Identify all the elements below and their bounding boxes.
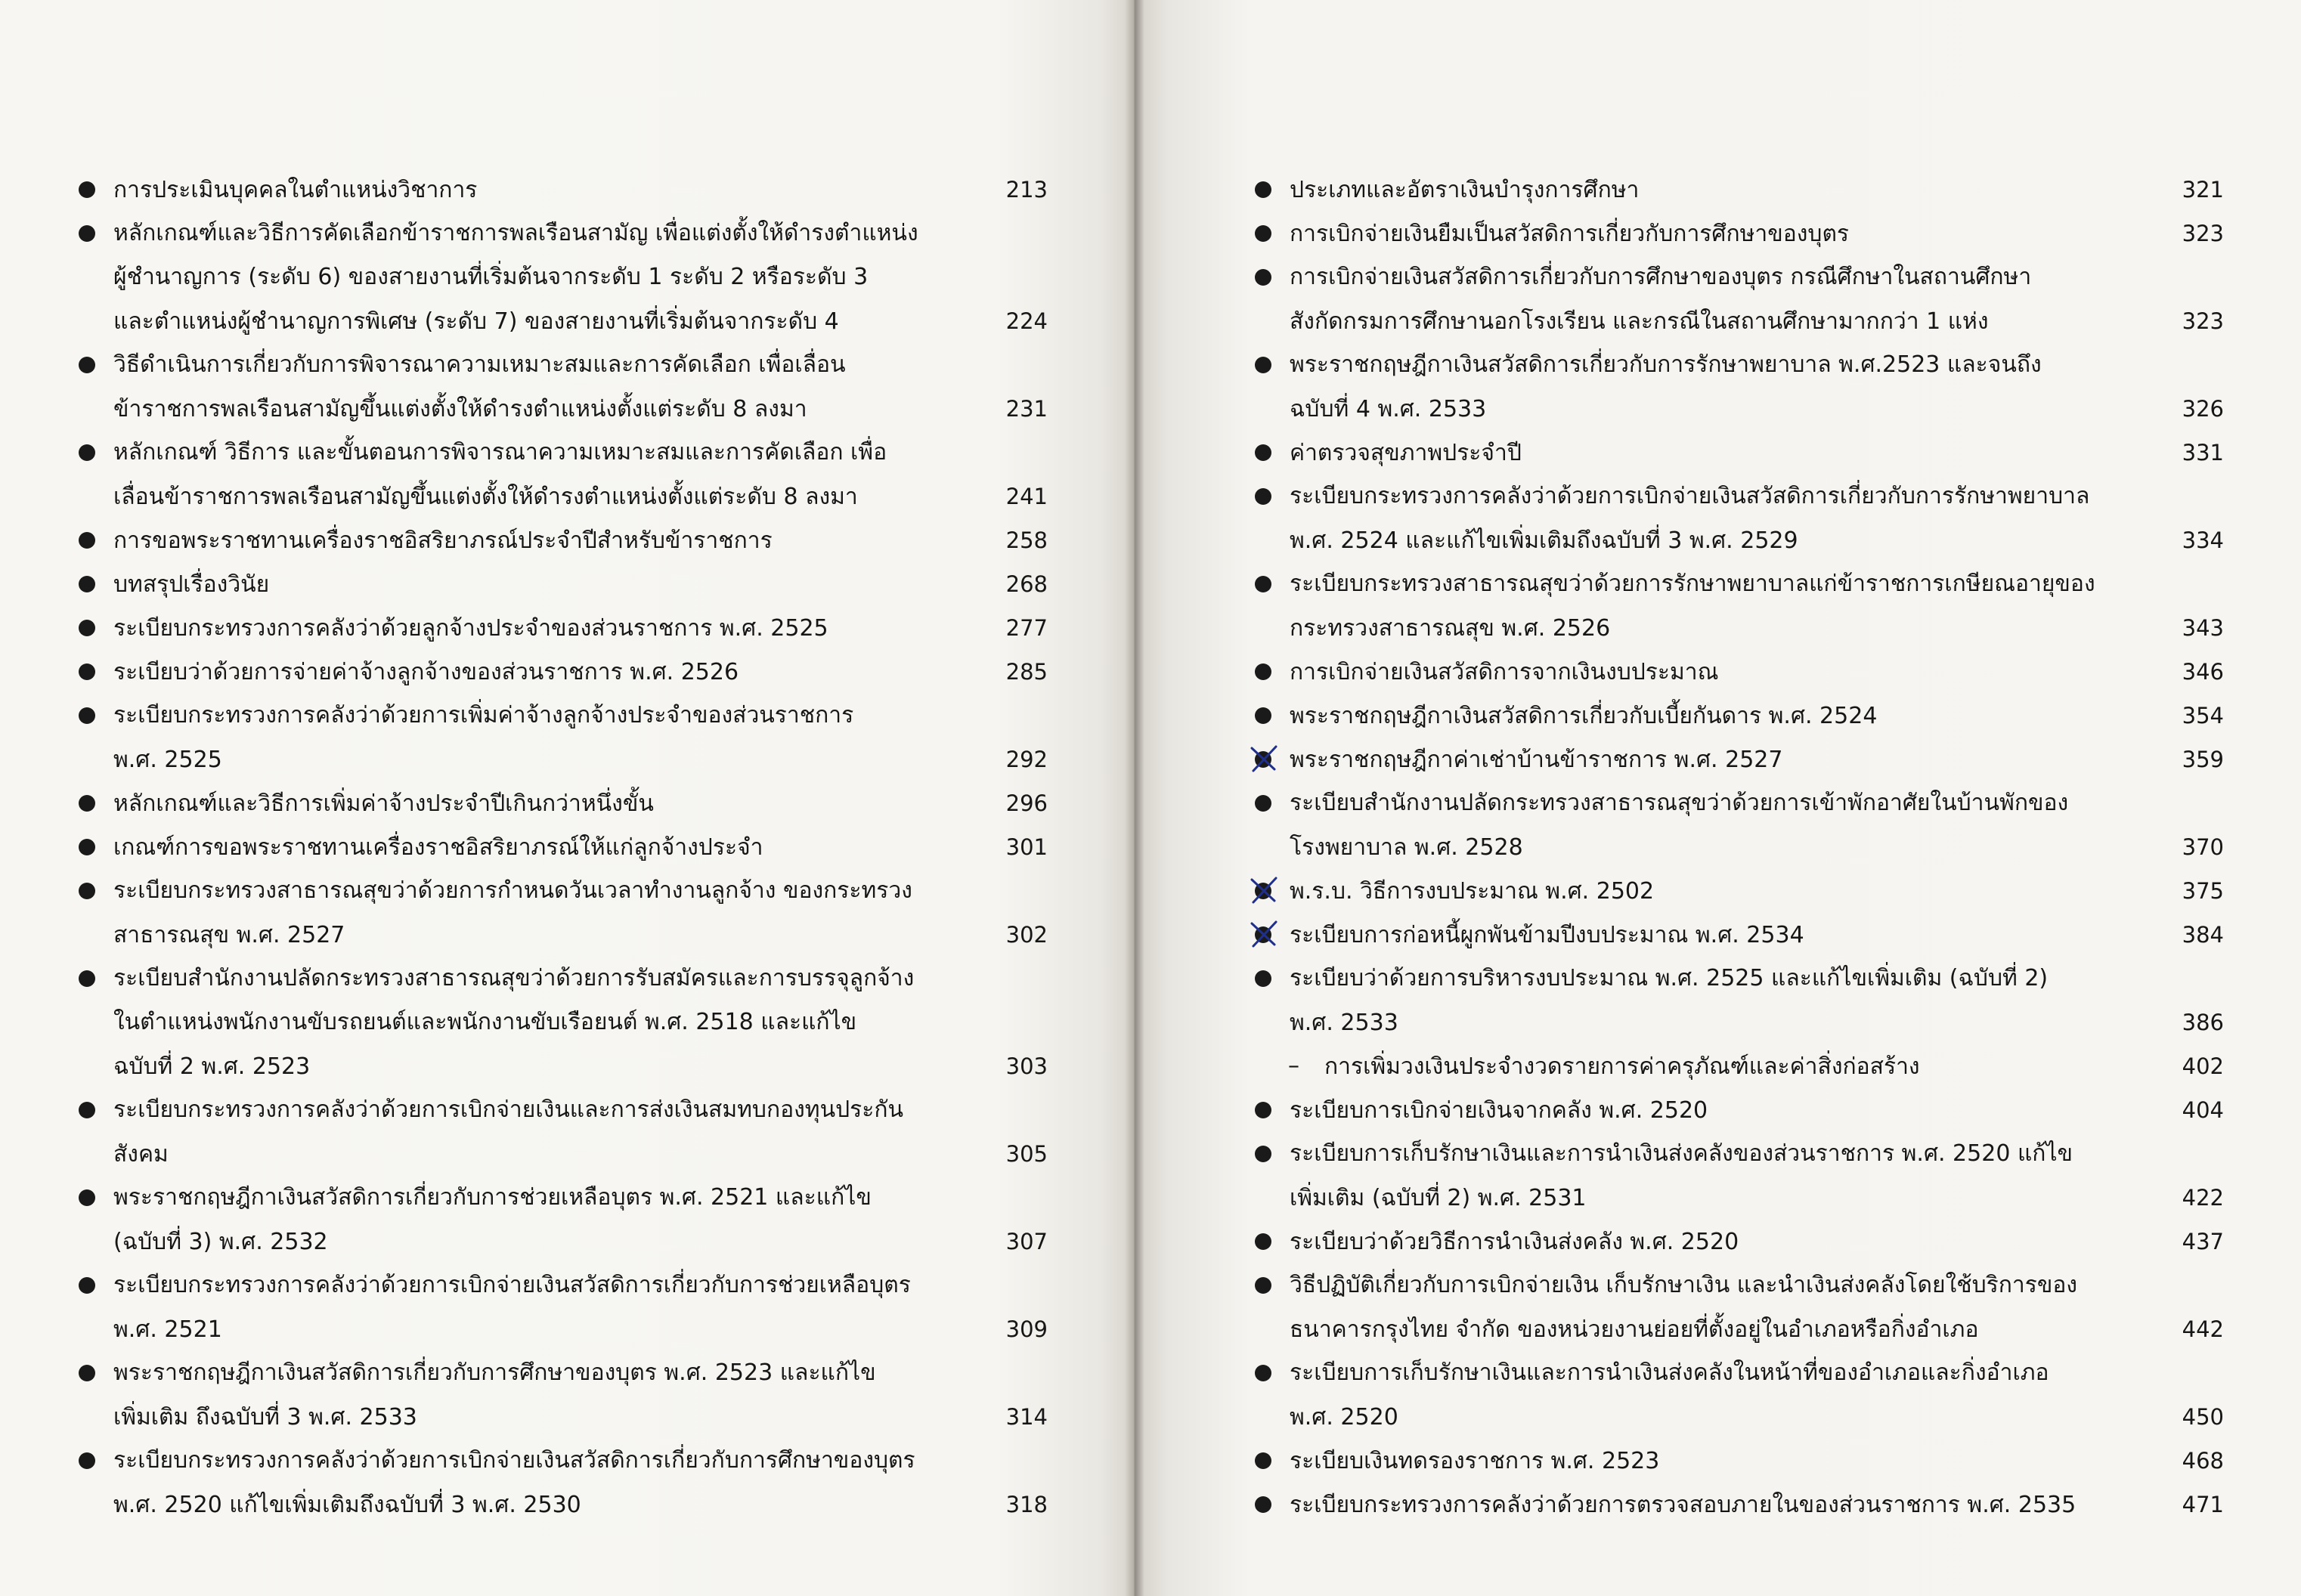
toc-entry-title: ระเบียบกระทรวงการคลังว่าด้วยการตรวจสอบภายในของส่วนราชการ พ.ศ. 2535 <box>1290 1492 2076 1518</box>
page-number: 307 <box>1005 1229 1048 1254</box>
toc-entry-title: พ.ศ. 2520 แก้ไขเพิ่มเติมถึงฉบับที่ 3 พ.ศ. 2530 <box>113 1492 581 1518</box>
bullet-icon <box>1255 707 1271 724</box>
toc-entry-line <box>113 1483 1048 1526</box>
toc-entry-title: เกณฑ์การขอพระราชทานเครื่องราชอิสริยาภรณ์ให้แก่ลูกจ้างประจำ <box>113 834 763 861</box>
toc-entry-title: กระทรวงสาธารณสุข พ.ศ. 2526 <box>1290 615 1611 642</box>
bullet-icon <box>1255 1102 1271 1118</box>
toc-entry <box>1249 650 2224 694</box>
toc-entry-title: การประเมินบุคคลในตำแหน่งวิชาการ <box>113 177 478 203</box>
toc-entry-line <box>113 1439 1048 1483</box>
page-number: 285 <box>1005 659 1048 685</box>
bullet-icon <box>79 620 95 636</box>
bullet-icon <box>79 883 95 899</box>
toc-entry-line <box>113 1395 1048 1439</box>
toc-entry-title: และตำแหน่งผู้ชำนาญการพิเศษ (ระดับ 7) ของสายงานที่เริ่มต้นจากระดับ 4 <box>113 308 839 335</box>
bullet-icon <box>79 444 95 461</box>
toc-entry <box>73 1264 1048 1351</box>
toc-entry-line <box>113 1307 1048 1351</box>
toc-entry-title: ระเบียบการเก็บรักษาเงินและการนำเงินส่งคลังของส่วนราชการ พ.ศ. 2520 แก้ไข <box>1290 1140 2073 1167</box>
toc-entry-title: ระเบียบสำนักงานปลัดกระทรวงสาธารณสุขว่าด้วยการรับสมัครและการบรรจุลูกจ้าง <box>113 965 915 991</box>
toc-entry-title: ในตำแหน่งพนักงานขับรถยนต์และพนักงานขับเรือยนต์ พ.ศ. 2518 และแก้ไข <box>113 1009 857 1035</box>
toc-entry-line <box>1290 1483 2224 1526</box>
toc-entry-title: หลักเกณฑ์และวิธีการเพิ่มค่าจ้างประจำปีเกินกว่าหนึ่งขั้น <box>113 790 654 817</box>
toc-entry-line <box>113 1132 1048 1176</box>
page-number: 309 <box>1005 1316 1048 1342</box>
toc-entry-line <box>113 168 1048 212</box>
bullet-icon <box>1255 1146 1271 1162</box>
toc-entry <box>1249 562 2224 650</box>
toc-entry-title: ค่าตรวจสุขภาพประจำปี <box>1290 440 1522 466</box>
toc-entry-title: วิธีดำเนินการเกี่ยวกับการพิจารณาความเหมาะสมและการคัดเลือก เพื่อเลื่อน <box>113 351 846 378</box>
toc-entry-title: สังคม <box>113 1141 169 1168</box>
toc-entry <box>1249 738 2224 781</box>
bullet-icon <box>79 181 95 198</box>
toc-entry-title: เพิ่มเติม ถึงฉบับที่ 3 พ.ศ. 2533 <box>113 1404 417 1431</box>
toc-entry-title: เลื่อนข้าราชการพลเรือนสามัญขึ้นแต่งตั้งให้ดำรงตำแหน่งตั้งแต่ระดับ 8 ลงมา <box>113 484 858 510</box>
toc-entry-title: ระเบียบกระทรวงสาธารณสุขว่าด้วยการกำหนดวันเวลาทำงานลูกจ้าง ของกระทรวง <box>113 877 912 904</box>
toc-entry-line <box>1290 431 2224 475</box>
toc-entry <box>1249 1220 2224 1264</box>
toc-entry-title: การเพิ่มวงเงินประจำงวดรายการค่าครุภัณฑ์และค่าสิ่งก่อสร้าง <box>1324 1053 1920 1080</box>
toc-entry-title: ระเบียบเงินทดรองราชการ พ.ศ. 2523 <box>1290 1448 1660 1474</box>
toc-entry-line <box>1290 387 2224 431</box>
page-number: 370 <box>2182 834 2224 860</box>
toc-entry <box>1249 1439 2224 1483</box>
toc-entry-title: ข้าราชการพลเรือนสามัญขึ้นแต่งตั้งให้ดำรงตำแหน่งตั้งแต่ระดับ 8 ลงมา <box>113 396 807 422</box>
pen-check-mark-icon <box>1249 919 1279 949</box>
toc-entry-title: ระเบียบกระทรวงการคลังว่าด้วยการเบิกจ่ายเงินและการส่งเงินสมทบกองทุนประกัน <box>113 1096 904 1123</box>
toc-entry <box>1249 1044 2224 1088</box>
book-gutter <box>1125 0 1144 1596</box>
toc-entry-line <box>113 562 1048 606</box>
page-number: 422 <box>2182 1185 2224 1211</box>
page-number: 437 <box>2182 1229 2224 1254</box>
toc-entry <box>73 650 1048 694</box>
toc-entry-line <box>113 255 1048 299</box>
toc-entry-title: พระราชกฤษฎีกาเงินสวัสดิการเกี่ยวกับการรักษาพยาบาล พ.ศ.2523 และจนถึง <box>1290 351 2042 378</box>
bullet-icon <box>1255 1233 1271 1250</box>
toc-entry-title: ระเบียบกระทรวงการคลังว่าด้วยการเบิกจ่ายเงินสวัสดิการเกี่ยวกับการศึกษาของบุตร <box>113 1447 915 1474</box>
toc-entry <box>1249 431 2224 475</box>
toc-entry-title: พ.ศ. 2521 <box>113 1316 222 1343</box>
bullet-icon <box>1255 357 1271 373</box>
toc-entry-line <box>1290 606 2224 650</box>
toc-entry-line <box>113 606 1048 650</box>
toc-entry-title: การเบิกจ่ายเงินสวัสดิการเกี่ยวกับการศึกษาของบุตร กรณีศึกษาในสถานศึกษา <box>1290 264 2032 290</box>
dash-bullet: – <box>1288 1053 1299 1079</box>
toc-entry-title: ระเบียบว่าด้วยวิธีการนำเงินส่งคลัง พ.ศ. 2520 <box>1290 1229 1739 1255</box>
bullet-icon <box>79 839 95 855</box>
toc-entry <box>73 168 1048 212</box>
toc-entry-line <box>1290 1132 2224 1176</box>
bullet-icon <box>1255 1277 1271 1294</box>
toc-entry <box>73 1088 1048 1176</box>
toc-entry-line <box>113 212 1048 255</box>
toc-entry-line <box>113 738 1048 781</box>
bullet-icon <box>79 1365 95 1381</box>
toc-entry <box>73 957 1048 1088</box>
toc-entry-line <box>1290 1395 2224 1439</box>
toc-entry-title: (ฉบับที่ 3) พ.ศ. 2532 <box>113 1229 328 1255</box>
toc-entry-line <box>1290 1351 2224 1395</box>
toc-entry-line <box>1290 1088 2224 1132</box>
right-toc-list <box>1249 168 2224 1526</box>
toc-entry-title: ระเบียบกระทรวงการคลังว่าด้วยลูกจ้างประจำของส่วนราชการ พ.ศ. 2525 <box>113 615 828 642</box>
page-number: 231 <box>1005 396 1048 422</box>
toc-entry-line <box>113 1220 1048 1264</box>
page-number: 277 <box>1005 615 1048 641</box>
bullet-icon <box>1255 1452 1271 1469</box>
toc-entry <box>73 1176 1048 1264</box>
toc-entry-line <box>1290 1220 2224 1264</box>
toc-entry-line <box>1290 1439 2224 1483</box>
toc-entry-line <box>1290 299 2224 343</box>
toc-entry-line <box>113 694 1048 738</box>
toc-entry-line <box>1290 1307 2224 1351</box>
page-number: 321 <box>2182 177 2224 203</box>
toc-entry-line <box>1290 518 2224 562</box>
page-number: 442 <box>2182 1316 2224 1342</box>
toc-entry-line <box>1290 913 2224 957</box>
toc-entry-title: ฉบับที่ 4 พ.ศ. 2533 <box>1290 396 1487 422</box>
toc-entry <box>1249 212 2224 255</box>
toc-entry <box>1249 781 2224 869</box>
bullet-icon <box>79 1102 95 1118</box>
bullet-icon <box>1255 795 1271 812</box>
bullet-icon <box>79 1277 95 1294</box>
toc-entry-line <box>113 957 1048 1001</box>
toc-entry <box>73 431 1048 518</box>
toc-entry-title: สาธารณสุข พ.ศ. 2527 <box>113 922 345 948</box>
page-number: 326 <box>2182 396 2224 422</box>
bullet-icon <box>79 1189 95 1206</box>
bullet-icon <box>1255 488 1271 505</box>
toc-entry-title: ระเบียบกระทรวงการคลังว่าด้วยการเบิกจ่ายเงินสวัสดิการเกี่ยวกับการช่วยเหลือบุตร <box>113 1272 911 1298</box>
toc-entry-title: การเบิกจ่ายเงินสวัสดิการจากเงินงบประมาณ <box>1290 659 1719 685</box>
toc-entry-line <box>1290 1176 2224 1220</box>
page-number: 314 <box>1005 1404 1048 1430</box>
toc-entry <box>1249 694 2224 738</box>
toc-entry-title: ระเบียบการก่อหนี้ผูกพันข้ามปีงบประมาณ พ.ศ. 2534 <box>1290 922 1804 948</box>
toc-entry-title: ฉบับที่ 2 พ.ศ. 2523 <box>113 1053 311 1080</box>
toc-entry-line <box>113 518 1048 562</box>
toc-entry-title: พ.ศ. 2520 <box>1290 1404 1398 1431</box>
toc-entry-line <box>1290 475 2224 518</box>
bullet-icon <box>79 795 95 812</box>
page-number: 331 <box>2182 440 2224 466</box>
toc-entry <box>73 1351 1048 1439</box>
toc-entry <box>1249 343 2224 431</box>
bullet-icon <box>1255 970 1271 987</box>
toc-entry-line <box>113 1001 1048 1044</box>
toc-entry <box>1249 913 2224 957</box>
bullet-icon <box>1255 225 1271 242</box>
page-number: 301 <box>1005 834 1048 860</box>
toc-entry-line <box>113 1176 1048 1220</box>
page-number: 305 <box>1005 1141 1048 1167</box>
toc-entry-title: ระเบียบกระทรวงสาธารณสุขว่าด้วยการรักษาพยาบาลแก่ข้าราชการเกษียณอายุของ <box>1290 571 2095 597</box>
toc-entry-line <box>1290 694 2224 738</box>
toc-entry-title: พ.ศ. 2533 <box>1290 1010 1398 1036</box>
bullet-icon <box>79 663 95 680</box>
toc-entry <box>73 212 1048 343</box>
toc-entry-title: ระเบียบว่าด้วยการบริหารงบประมาณ พ.ศ. 2525 และแก้ไขเพิ่มเติม (ฉบับที่ 2) <box>1290 965 2049 991</box>
toc-entry-title: การเบิกจ่ายเงินยืมเป็นสวัสดิการเกี่ยวกับการศึกษาของบุตร <box>1290 221 1850 247</box>
bullet-icon <box>79 357 95 373</box>
page-number: 258 <box>1005 527 1048 553</box>
toc-entry-line <box>1290 562 2224 606</box>
bullet-icon <box>79 707 95 724</box>
bullet-icon <box>1255 269 1271 286</box>
toc-entry-title: ผู้ชำนาญการ (ระดับ 6) ของสายงานที่เริ่มต้นจากระดับ 1 ระดับ 2 หรือระดับ 3 <box>113 264 869 290</box>
toc-entry-line <box>113 1044 1048 1088</box>
toc-entry-line <box>1290 168 2224 212</box>
toc-entry-line <box>1290 212 2224 255</box>
page-number: 471 <box>2182 1492 2224 1517</box>
page-number: 450 <box>2182 1404 2224 1430</box>
bullet-icon <box>79 225 95 242</box>
page-number: 334 <box>2182 527 2224 553</box>
toc-entry <box>73 825 1048 869</box>
toc-entry <box>1249 1132 2224 1220</box>
page-number: 241 <box>1005 484 1048 509</box>
page-number: 318 <box>1005 1492 1048 1517</box>
toc-entry-title: ระเบียบกระทรวงการคลังว่าด้วยการเพิ่มค่าจ้างลูกจ้างประจำของส่วนราชการ <box>113 702 854 728</box>
toc-entry-line <box>113 431 1048 475</box>
page-number: 375 <box>2182 878 2224 904</box>
toc-entry <box>1249 168 2224 212</box>
bullet-icon <box>1255 181 1271 198</box>
toc-entry-line <box>1290 343 2224 387</box>
toc-entry-title: ระเบียบสำนักงานปลัดกระทรวงสาธารณสุขว่าด้วยการเข้าพักอาศัยในบ้านพักของ <box>1290 790 2069 816</box>
toc-entry-line <box>113 299 1048 343</box>
toc-entry-title: เพิ่มเติม (ฉบับที่ 2) พ.ศ. 2531 <box>1290 1185 1587 1211</box>
page-number: 323 <box>2182 308 2224 334</box>
page-number: 303 <box>1005 1053 1048 1079</box>
toc-entry-title: พระราชกฤษฎีกาเงินสวัสดิการเกี่ยวกับการช่วยเหลือบุตร พ.ศ. 2521 และแก้ไข <box>113 1184 872 1211</box>
left-toc-list <box>73 168 1048 1526</box>
toc-entry-line <box>1290 1264 2224 1307</box>
toc-entry <box>1249 1088 2224 1132</box>
bullet-icon <box>79 576 95 592</box>
toc-entry-line <box>113 650 1048 694</box>
toc-entry-line <box>113 1351 1048 1395</box>
toc-entry <box>73 518 1048 562</box>
page-number: 296 <box>1005 790 1048 816</box>
toc-entry-title: พระราชกฤษฎีกาเงินสวัสดิการเกี่ยวกับเบี้ยกันดาร พ.ศ. 2524 <box>1290 703 1878 729</box>
page-number: 346 <box>2182 659 2224 685</box>
toc-entry-line <box>113 343 1048 387</box>
toc-entry-title: ระเบียบการเบิกจ่ายเงินจากคลัง พ.ศ. 2520 <box>1290 1097 1708 1124</box>
toc-entry-title: พ.ศ. 2524 และแก้ไขเพิ่มเติมถึงฉบับที่ 3 พ.ศ. 2529 <box>1290 527 1798 554</box>
toc-entry-title: โรงพยาบาล พ.ศ. 2528 <box>1290 834 1523 861</box>
toc-entry-line <box>1290 650 2224 694</box>
toc-entry-title: ธนาคารกรุงไทย จำกัด ของหน่วยงานย่อยที่ตั้งอยู่ในอำเภอหรือกิ่งอำเภอ <box>1290 1316 1979 1343</box>
toc-entry <box>1249 1351 2224 1439</box>
toc-entry-title: การขอพระราชทานเครื่องราชอิสริยาภรณ์ประจำปีสำหรับข้าราชการ <box>113 527 773 554</box>
page-number: 224 <box>1005 308 1048 334</box>
bullet-icon <box>1255 1365 1271 1381</box>
bullet-icon <box>1255 576 1271 592</box>
bullet-icon <box>79 532 95 549</box>
toc-entry-line <box>1290 738 2224 781</box>
toc-entry-title: หลักเกณฑ์และวิธีการคัดเลือกข้าราชการพลเรือนสามัญ เพื่อแต่งตั้งให้ดำรงตำแหน่ง <box>113 220 918 246</box>
toc-entry-title: พ.ร.บ. วิธีการงบประมาณ พ.ศ. 2502 <box>1290 878 1655 905</box>
bullet-icon <box>79 1452 95 1469</box>
toc-entry-line <box>113 1264 1048 1307</box>
bullet-icon <box>79 970 95 987</box>
toc-entry <box>73 694 1048 781</box>
toc-entry-title: พระราชกฤษฎีกาเงินสวัสดิการเกี่ยวกับการศึกษาของบุตร พ.ศ. 2523 และแก้ไข <box>113 1359 876 1386</box>
bullet-icon <box>1255 663 1271 680</box>
pen-check-mark-icon <box>1249 875 1279 905</box>
toc-entry-line <box>113 869 1048 913</box>
page-number: 404 <box>2182 1097 2224 1123</box>
toc-entry-line <box>1290 869 2224 913</box>
toc-entry <box>73 606 1048 650</box>
toc-entry-title: ระเบียบว่าด้วยการจ่ายค่าจ้างลูกจ้างของส่วนราชการ พ.ศ. 2526 <box>113 659 739 685</box>
pen-check-mark-icon <box>1249 744 1279 774</box>
toc-entry <box>73 781 1048 825</box>
page-number: 386 <box>2182 1010 2224 1035</box>
page-number: 354 <box>2182 703 2224 728</box>
toc-entry-line <box>113 387 1048 431</box>
toc-entry <box>1249 255 2224 343</box>
bullet-icon <box>1255 444 1271 461</box>
page-number: 268 <box>1005 571 1048 597</box>
page-number: 213 <box>1005 177 1048 203</box>
toc-entry-line <box>1324 1044 2224 1088</box>
toc-entry-title: ระเบียบกระทรวงการคลังว่าด้วยการเบิกจ่ายเงินสวัสดิการเกี่ยวกับการรักษาพยาบาล <box>1290 483 2090 509</box>
page-number: 323 <box>2182 221 2224 246</box>
toc-entry <box>73 562 1048 606</box>
toc-entry-line <box>113 825 1048 869</box>
toc-entry-title: บทสรุปเรื่องวินัย <box>113 571 270 598</box>
page-number: 359 <box>2182 747 2224 772</box>
toc-entry-line <box>1290 825 2224 869</box>
page-number: 292 <box>1005 747 1048 772</box>
toc-entry <box>1249 475 2224 562</box>
page-number: 302 <box>1005 922 1048 948</box>
toc-entry-title: ระเบียบการเก็บรักษาเงินและการนำเงินส่งคลังในหน้าที่ของอำเภอและกิ่งอำเภอ <box>1290 1359 2049 1386</box>
toc-entry <box>73 869 1048 957</box>
toc-entry-line <box>113 913 1048 957</box>
toc-entry <box>1249 957 2224 1044</box>
toc-entry-line <box>1290 781 2224 825</box>
toc-entry <box>73 1439 1048 1526</box>
toc-entry <box>73 343 1048 431</box>
toc-entry <box>1249 1264 2224 1351</box>
toc-entry-line <box>113 1088 1048 1132</box>
toc-entry <box>1249 869 2224 913</box>
toc-entry-line <box>1290 255 2224 299</box>
page-number: 468 <box>2182 1448 2224 1474</box>
toc-entry-line <box>1290 1001 2224 1044</box>
toc-entry-title: พ.ศ. 2525 <box>113 747 222 773</box>
bullet-icon <box>1255 1496 1271 1513</box>
toc-entry-line <box>1290 957 2224 1001</box>
toc-entry-line <box>113 781 1048 825</box>
toc-entry-line <box>113 475 1048 518</box>
toc-entry <box>1249 1483 2224 1526</box>
toc-entry-title: หลักเกณฑ์ วิธีการ และขั้นตอนการพิจารณาความเหมาะสมและการคัดเลือก เพื่อ <box>113 439 887 466</box>
page-number: 402 <box>2182 1053 2224 1079</box>
toc-entry-title: พระราชกฤษฎีกาค่าเช่าบ้านข้าราชการ พ.ศ. 2527 <box>1290 747 1783 773</box>
toc-entry-title: วิธีปฏิบัติเกี่ยวกับการเบิกจ่ายเงิน เก็บรักษาเงิน และนำเงินส่งคลังโดยใช้บริการของ <box>1290 1272 2078 1298</box>
page-number: 343 <box>2182 615 2224 641</box>
toc-entry-title: ประเภทและอัตราเงินบำรุงการศึกษา <box>1290 177 1640 203</box>
toc-entry-title: สังกัดกรมการศึกษานอกโรงเรียน และกรณีในสถานศึกษามากกว่า 1 แห่ง <box>1290 308 1989 335</box>
page-number: 384 <box>2182 922 2224 948</box>
